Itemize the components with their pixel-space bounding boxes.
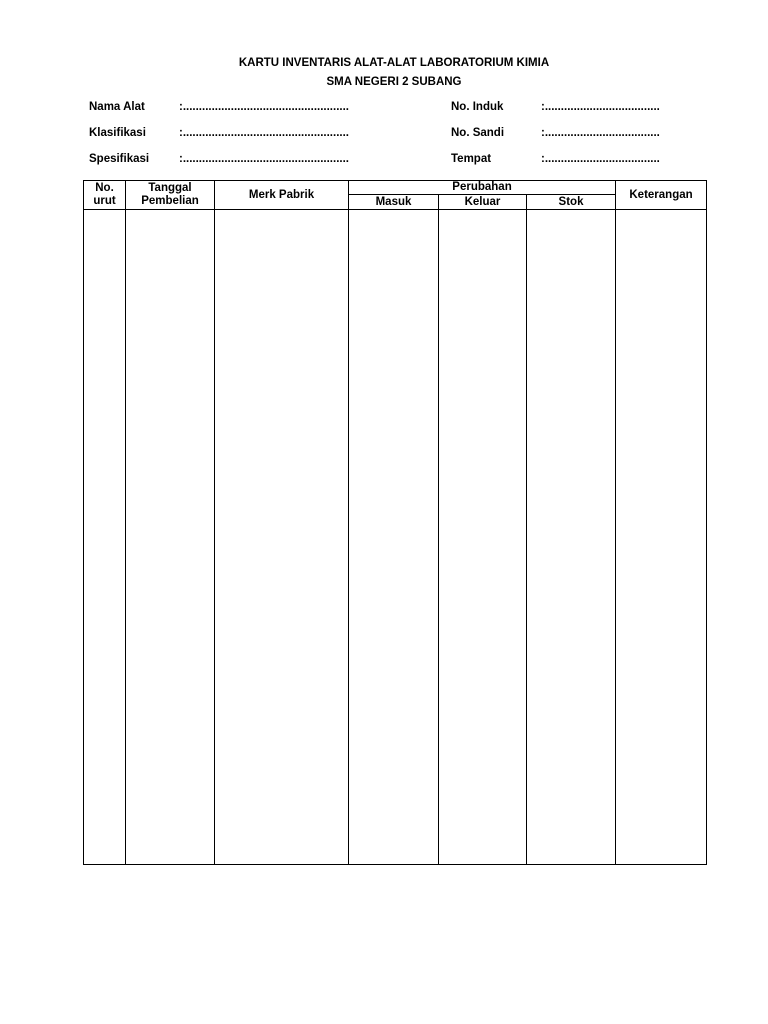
cell-tanggal-pembelian[interactable] [126,210,215,865]
header-tanggal-line2: Pembelian [141,195,199,207]
header-no-urut-line2: urut [93,195,116,207]
header-masuk: Masuk [349,195,439,210]
field-value-klasifikasi[interactable]: :.................................................... [179,127,349,139]
cell-no-urut[interactable] [84,210,126,865]
field-value-spesifikasi[interactable]: :.................................................... [179,153,349,165]
school-name: SMA NEGERI 2 SUBANG [326,76,462,88]
table-body-row [84,210,707,865]
cell-keluar[interactable] [439,210,527,865]
header-no-urut [84,181,126,210]
field-label-klasifikasi: Klasifikasi [89,127,146,139]
header-keluar: Keluar [439,195,527,210]
field-value-no-induk[interactable]: :.................................... [541,101,660,113]
field-value-nama-alat[interactable]: :.................................................... [179,101,349,113]
document-title: KARTU INVENTARIS ALAT-ALAT LABORATORIUM KIMIA [238,57,550,69]
header-tanggal-pembelian [126,181,215,210]
cell-stok[interactable] [527,210,616,865]
field-label-no-induk: No. Induk [451,101,504,113]
cell-masuk[interactable] [349,210,439,865]
cell-merk-pabrik[interactable] [215,210,349,865]
field-value-no-sandi[interactable]: :.................................... [541,127,660,139]
header-tanggal-line1: Tanggal [148,182,192,194]
field-label-spesifikasi: Spesifikasi [89,153,150,165]
table-header-row [84,181,707,195]
field-label-no-sandi: No. Sandi [451,127,505,139]
header-no-urut-line1: No. [95,182,114,194]
header-stok: Stok [527,195,616,210]
header-merk-pabrik: Merk Pabrik [215,181,349,210]
field-label-tempat: Tempat [451,153,492,165]
field-label-nama-alat: Nama Alat [89,101,145,113]
header-perubahan: Perubahan [349,181,616,195]
header-keterangan: Keterangan [616,181,707,210]
inventory-table [83,180,707,865]
cell-keterangan[interactable] [616,210,707,865]
field-value-tempat[interactable]: :.................................... [541,153,660,165]
